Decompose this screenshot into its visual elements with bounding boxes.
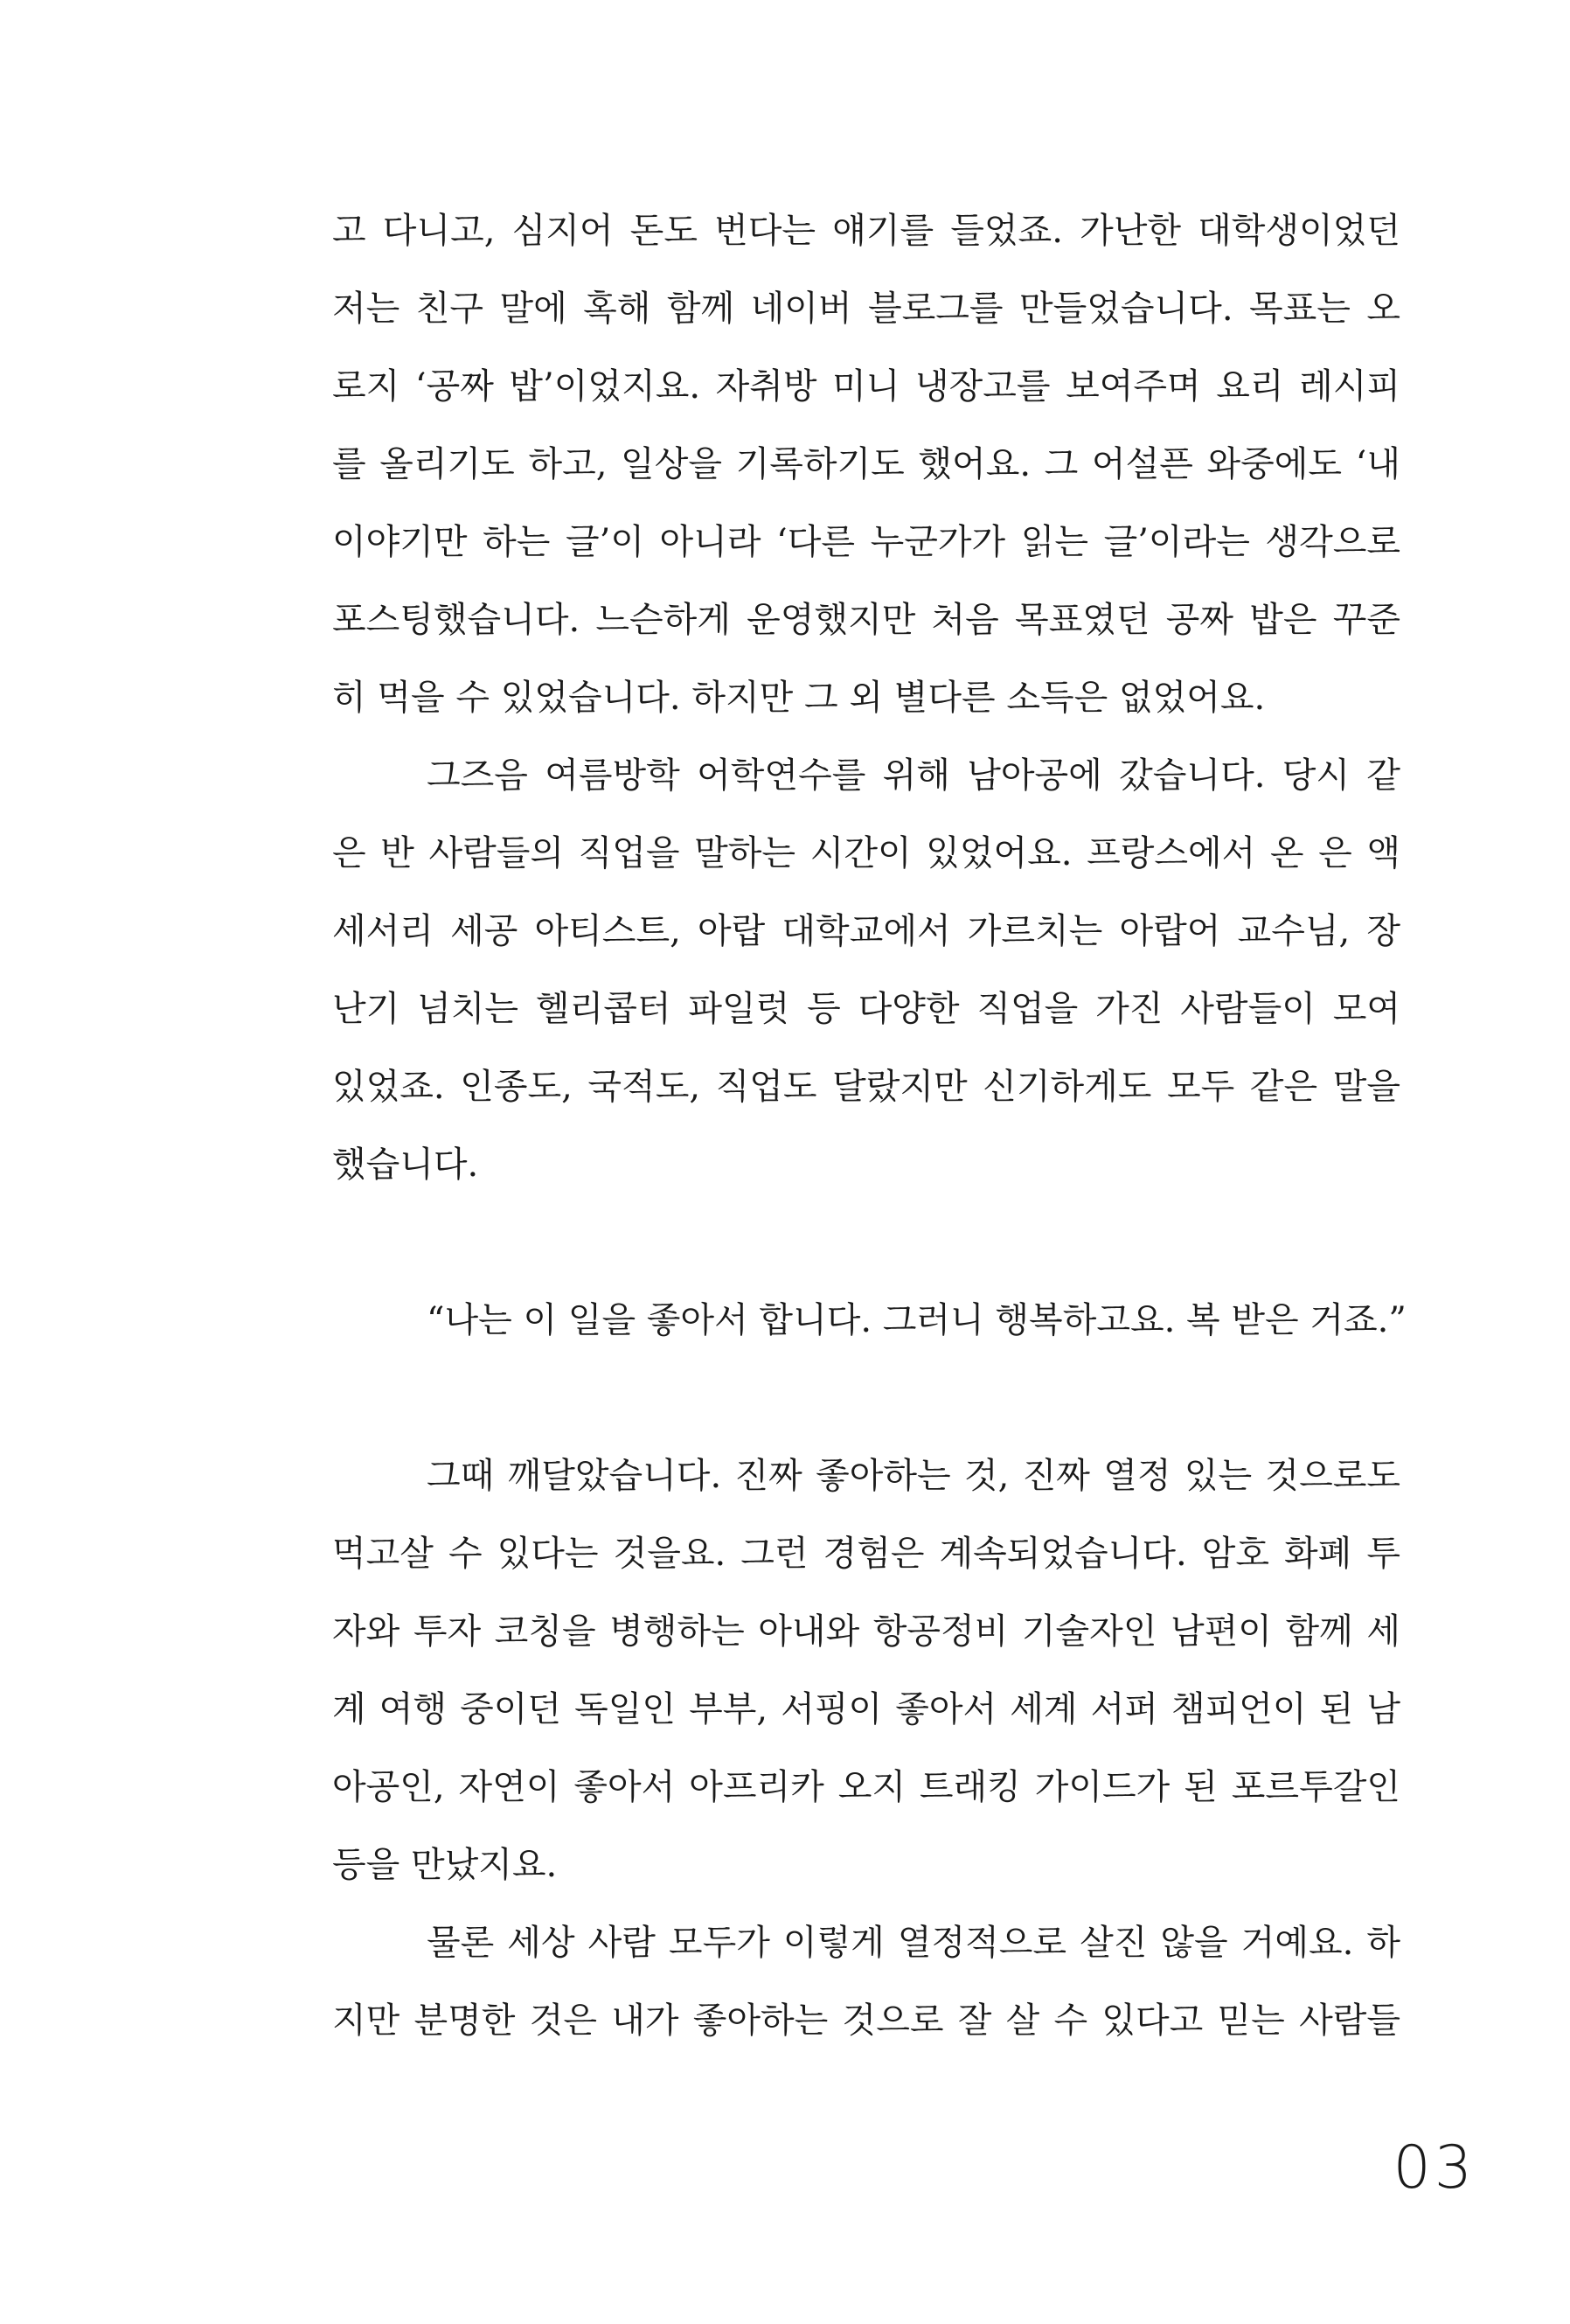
spacer bbox=[332, 1204, 1400, 1282]
paragraph bbox=[332, 192, 1400, 737]
paragraph bbox=[332, 737, 1400, 1204]
text-line: 자와 투자 코칭을 병행하는 아내와 항공정비 기술자인 남편이 함께 세 bbox=[332, 1611, 1400, 1652]
text-line: 로지 ‘공짜 밥’이었지요. 자취방 미니 냉장고를 보여주며 요리 레시피 bbox=[332, 366, 1400, 407]
text-line: 지만 분명한 것은 내가 좋아하는 것으로 잘 살 수 있다고 믿는 사람들 bbox=[332, 2000, 1400, 2041]
page-number: 03 bbox=[1393, 2133, 1476, 2202]
text-line: 물론 세상 사람 모두가 이렇게 열정적으로 살진 않을 거예요. 하 bbox=[427, 1923, 1400, 1963]
text-line: 은 반 사람들의 직업을 말하는 시간이 있었어요. 프랑스에서 온 은 액 bbox=[332, 833, 1400, 873]
text-line: 아공인, 자연이 좋아서 아프리카 오지 트래킹 가이드가 된 포르투갈인 bbox=[332, 1767, 1400, 1807]
text-line: 먹고살 수 있다는 것을요. 그런 경험은 계속되었습니다. 암호 화폐 투 bbox=[332, 1534, 1400, 1574]
body-text bbox=[332, 192, 1407, 2060]
text-line: 등을 만났지요. bbox=[332, 1845, 558, 1885]
text-line: 세서리 세공 아티스트, 아랍 대학교에서 가르치는 아랍어 교수님, 장 bbox=[332, 911, 1400, 951]
text-line: 를 올리기도 하고, 일상을 기록하기도 했어요. 그 어설픈 와중에도 ‘내 bbox=[332, 444, 1400, 484]
text-line: 포스팅했습니다. 느슨하게 운영했지만 처음 목표였던 공짜 밥은 꾸준 bbox=[332, 600, 1400, 640]
paragraph bbox=[332, 1437, 1400, 1904]
text-line: 이야기만 하는 글’이 아니라 ‘다른 누군가가 읽는 글’이라는 생각으로 bbox=[332, 522, 1400, 562]
text-line: 고 다니고, 심지어 돈도 번다는 얘기를 들었죠. 가난한 대학생이었던 bbox=[332, 211, 1400, 251]
text-line: 있었죠. 인종도, 국적도, 직업도 달랐지만 신기하게도 모두 같은 말을 bbox=[332, 1067, 1400, 1107]
text-line: 저는 친구 말에 혹해 함께 네이버 블로그를 만들었습니다. 목표는 오 bbox=[332, 289, 1400, 329]
paragraph bbox=[332, 1904, 1400, 2060]
text-line: 그즈음 여름방학 어학연수를 위해 남아공에 갔습니다. 당시 같 bbox=[427, 755, 1400, 796]
text-line: 난기 넘치는 헬리콥터 파일럿 등 다양한 직업을 가진 사람들이 모여 bbox=[332, 989, 1400, 1029]
text-line: 계 여행 중이던 독일인 부부, 서핑이 좋아서 세계 서퍼 챔피언이 된 남 bbox=[332, 1689, 1400, 1729]
quote: “나는 이 일을 좋아서 합니다. 그러니 행복하고요. 복 받은 거죠.” bbox=[427, 1300, 1407, 1340]
text-line: 히 먹을 수 있었습니다. 하지만 그 외 별다른 소득은 없었어요. bbox=[332, 678, 1266, 718]
text-line: 그때 깨달았습니다. 진짜 좋아하는 것, 진짜 열정 있는 것으로도 bbox=[427, 1456, 1400, 1496]
text-line: 했습니다. bbox=[332, 1145, 479, 1185]
spacer bbox=[332, 1360, 1400, 1437]
